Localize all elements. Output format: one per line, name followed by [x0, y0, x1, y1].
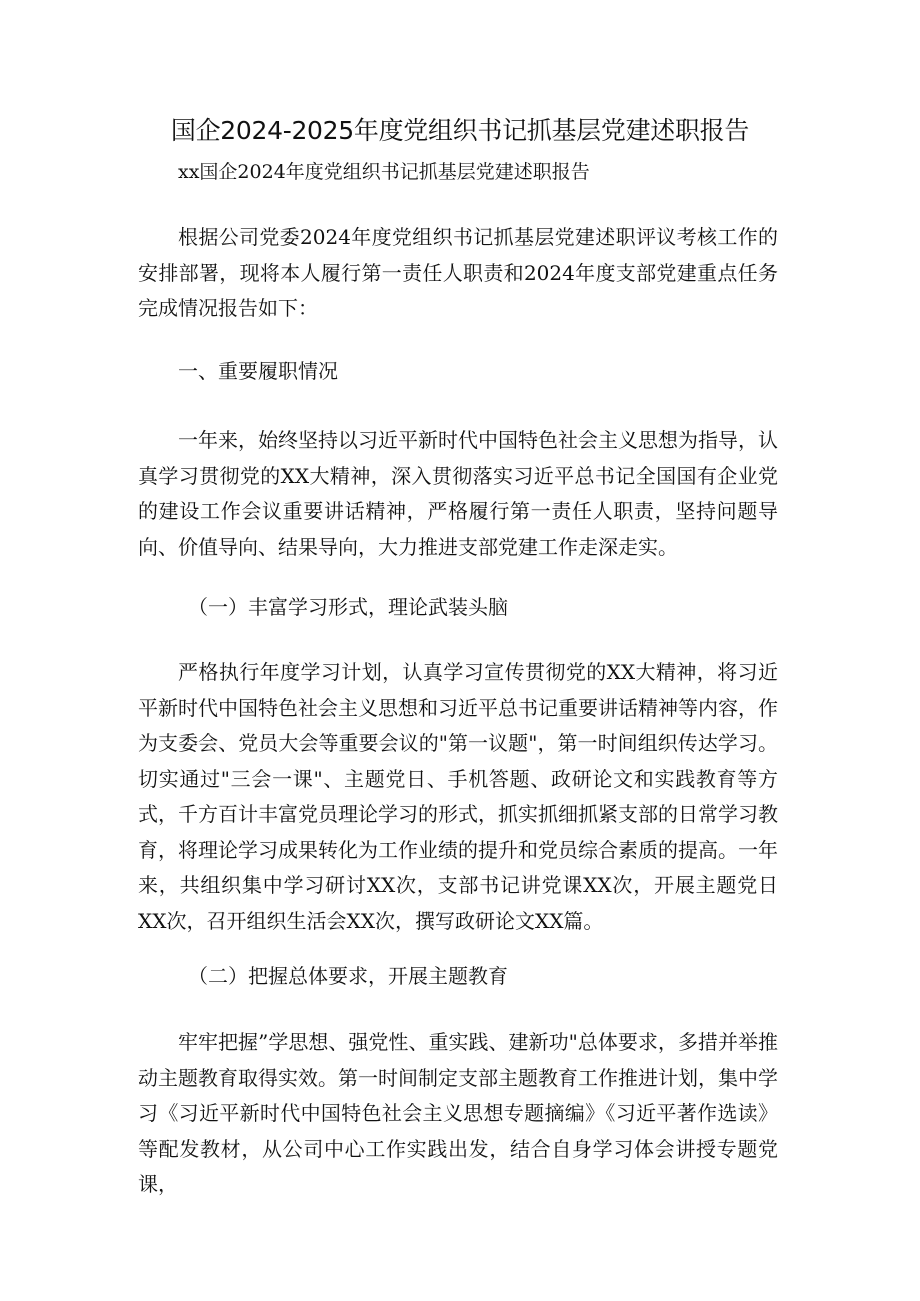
intro-paragraph: 根据公司党委2024年度党组织书记抓基层党建述职评议考核工作的安排部署，现将本人履行第一责任人职责和2024年度支部党建重点任务完成情况报告如下：	[138, 225, 778, 320]
subsection-2-paragraph: 牢牢把握”学思想、强党性、重实践、建新功"总体要求，多措并举推动主题教育取得实效。第一时间制定支部主题教育工作推进计划，集中学习《习近平新时代中国特色社会主义思想专题摘编》《习近平著作选读》等配发教材，从公司中心工作实践出发，结合自身学习体会讲授专题党课，	[138, 1030, 778, 1196]
document-subtitle: xx国企2024年度党组织书记抓基层党建述职报告	[178, 161, 590, 183]
section-1-paragraph: 一年来，始终坚持以习近平新时代中国特色社会主义思想为指导，认真学习贯彻党的XX大精神，深入贯彻落实习近平总书记全国国有企业党的建设工作会议重要讲话精神，严格履行第一责任人职责，坚持问题导向、价值导向、结果导向，大力推进支部党建工作走深走实。	[138, 428, 778, 559]
section-heading-1: 一、重要履职情况	[178, 359, 338, 383]
subsection-heading-2: （二）把握总体要求，开展主题教育	[188, 964, 508, 988]
subsection-heading-1: （一）丰富学习形式，理论武装头脑	[188, 595, 508, 619]
subsection-1-paragraph: 严格执行年度学习计划，认真学习宣传贯彻党的XX大精神，将习近平新时代中国特色社会主义思想和习近平总书记重要讲话精神等内容，作为支委会、党员大会等重要会议的"第一议题"，第一时间组织传达学习。切实通过"三会一课"、主题党日、手机答题、政研论文和实践教育等方式，千方百计丰富党员理论学习的形式，抓实抓细抓紧支部的日常学习教育，将理论学习成果转化为工作业绩的提升和党员综合素质的提高。一年来，共组织集中学习研讨XX次，支部书记讲党课XX次，开展主题党日XX次，召开组织生活会XX次，撰写政研论文XX篇。	[138, 660, 778, 933]
document-title: 国企2024-2025年度党组织书记抓基层党建述职报告	[170, 116, 750, 145]
